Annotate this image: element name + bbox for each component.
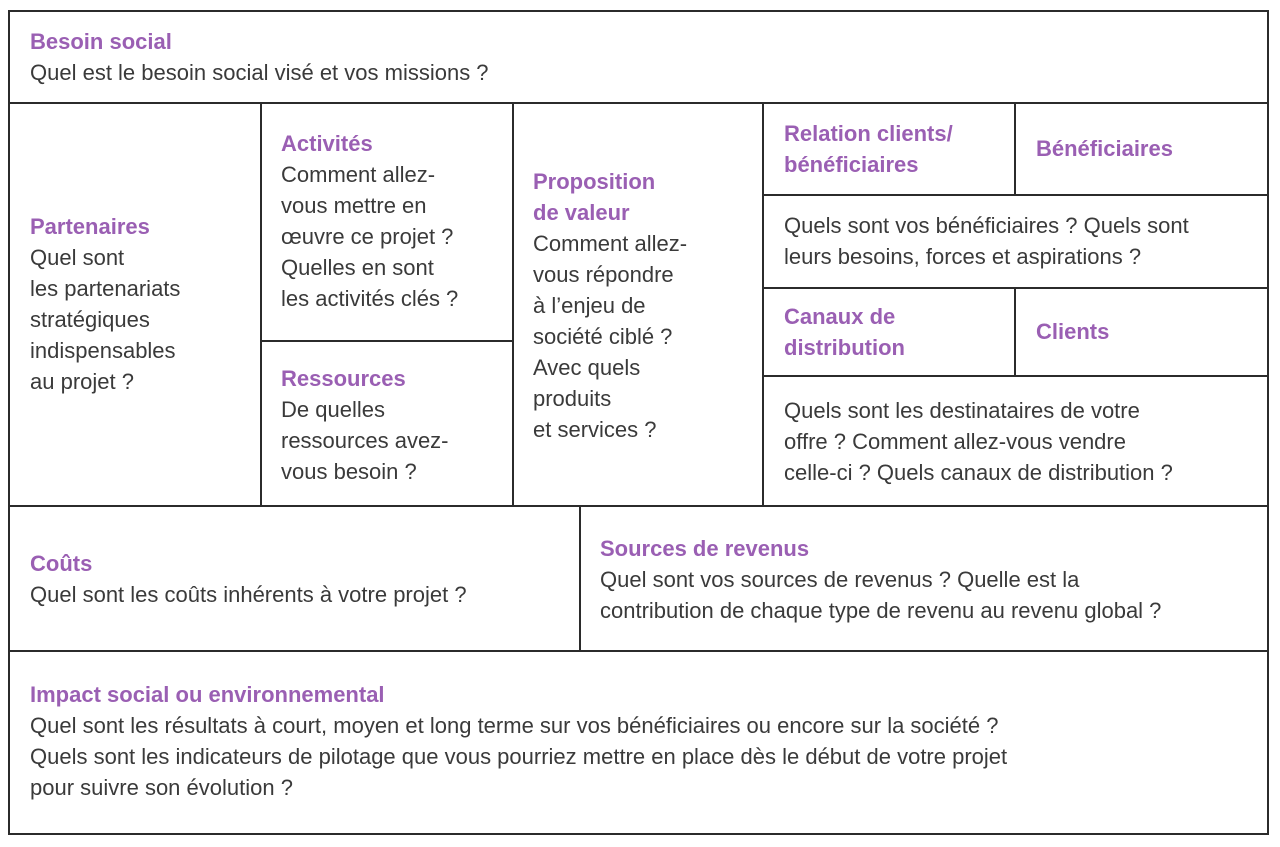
sources-revenus-text: Quel sont vos sources de revenus ? Quelle est la contribution de chaque type de revenu au revenu global ? xyxy=(600,567,1162,623)
couts-block xyxy=(30,548,575,610)
couts-text: Quel sont les coûts inhérents à votre projet ? xyxy=(30,582,467,607)
divider-h-besoin xyxy=(8,102,1269,104)
beneficiaires-title: Bénéficiaires xyxy=(1036,136,1173,161)
couts-title: Coûts xyxy=(30,551,93,576)
divider-h-activites-ressources xyxy=(260,340,514,342)
relation-clients-title: Relation clients/ bénéficiaires xyxy=(784,121,953,177)
activites-block xyxy=(281,128,509,314)
divider-v-couts xyxy=(579,505,581,652)
clients-title: Clients xyxy=(1036,319,1110,344)
impact-block xyxy=(30,679,1260,803)
outer-border-left xyxy=(8,10,10,835)
clients-text-block xyxy=(784,395,1264,488)
beneficiaires-title-block xyxy=(1036,133,1264,164)
beneficiaires-text: Quels sont vos bénéficiaires ? Quels sont leurs besoins, forces et aspirations ? xyxy=(784,213,1189,269)
divider-v-partenaires xyxy=(260,102,262,507)
partenaires-text: Quel sont les partenariats stratégiques indispensables au projet ? xyxy=(30,245,181,394)
divider-h-middle-bottom xyxy=(8,505,1269,507)
sources-revenus-block xyxy=(600,533,1264,626)
ressources-block xyxy=(281,363,509,487)
divider-v-activites xyxy=(512,102,514,507)
divider-h-impact xyxy=(8,650,1269,652)
besoin-social-title: Besoin social xyxy=(30,29,172,54)
divider-v-right-mid xyxy=(1014,287,1016,377)
canaux-title: Canaux de distribution xyxy=(784,304,905,360)
activites-title: Activités xyxy=(281,131,373,156)
beneficiaires-text-block xyxy=(784,210,1264,272)
divider-v-proposition xyxy=(762,102,764,507)
clients-title-block xyxy=(1036,316,1264,347)
ressources-title: Ressources xyxy=(281,366,406,391)
impact-text: Quel sont les résultats à court, moyen et long terme sur vos bénéficiaires ou encore sur la société ? Quels sont les indicateurs de pilotage que vous pourriez mettre en place dès le début de votre projet pour suivre son évolution ? xyxy=(30,713,1008,800)
outer-border-top xyxy=(8,10,1269,12)
canaux-block xyxy=(784,301,1012,363)
impact-title: Impact social ou environnemental xyxy=(30,682,385,707)
activites-text: Comment allez- vous mettre en œuvre ce projet ? Quelles en sont les activités clés ? xyxy=(281,162,459,311)
relation-clients-block xyxy=(784,118,1012,180)
proposition-valeur-title: Proposition de valeur xyxy=(533,169,656,225)
divider-v-right-top xyxy=(1014,102,1016,196)
clients-text: Quels sont les destinataires de votre offre ? Comment allez-vous vendre celle-ci ? Quels canaux de distribution ? xyxy=(784,398,1173,485)
besoin-social-block xyxy=(30,26,1250,88)
outer-border-bottom xyxy=(8,833,1269,835)
partenaires-title: Partenaires xyxy=(30,214,150,239)
proposition-valeur-block xyxy=(533,166,759,445)
outer-border-right xyxy=(1267,10,1269,835)
proposition-valeur-text: Comment allez- vous répondre à l’enjeu de société ciblé ? Avec quels produits et services ? xyxy=(533,231,688,442)
sources-revenus-title: Sources de revenus xyxy=(600,536,810,561)
partenaires-block xyxy=(30,211,255,397)
ressources-text: De quelles ressources avez- vous besoin ? xyxy=(281,397,449,484)
besoin-social-text: Quel est le besoin social visé et vos missions ? xyxy=(30,60,489,85)
